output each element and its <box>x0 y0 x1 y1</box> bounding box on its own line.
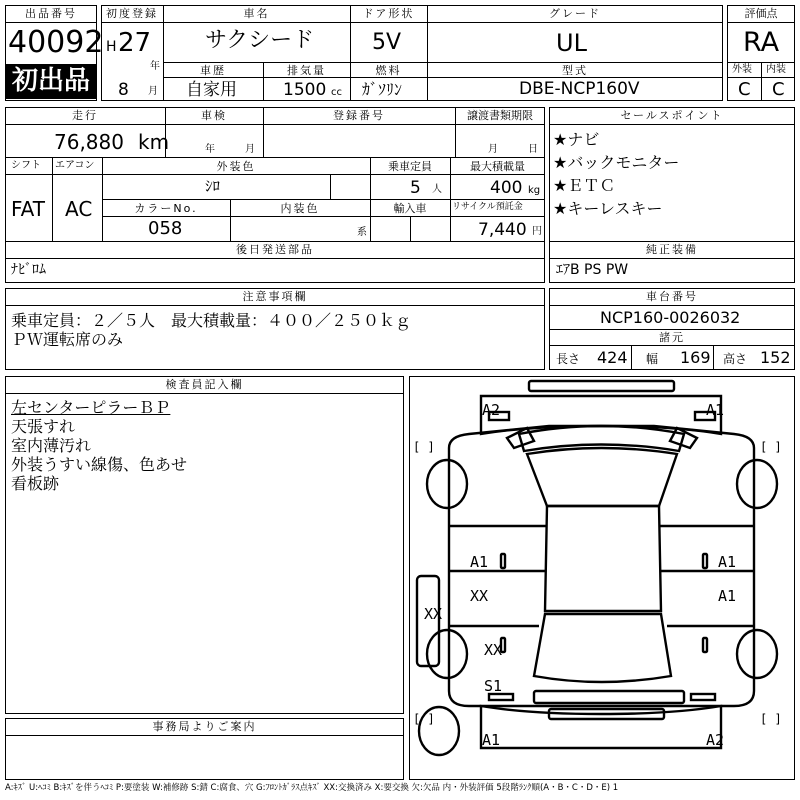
height: 152 <box>760 348 791 367</box>
mark-left-front-door: A1 <box>470 553 489 571</box>
mark-left-rear-door: XX <box>470 587 489 605</box>
interior-grade: C <box>772 79 785 100</box>
mark-rear-right: A2 <box>706 731 725 749</box>
bracket-right-rear: [ ] <box>760 712 782 726</box>
capacity-unit: 人 <box>432 184 442 195</box>
color-number: 058 <box>148 218 183 239</box>
grade: UL <box>556 29 587 57</box>
mark-front-left: A2 <box>482 401 501 419</box>
first-listing-badge: 初出品 <box>6 64 96 99</box>
auction-score: RA <box>743 27 780 58</box>
later-parts: ﾅﾋﾞﾛﾑ <box>11 262 46 278</box>
office-notice-label: 事務局よりご案内 <box>152 720 257 733</box>
registration-number-label: 登録番号 <box>333 109 385 122</box>
era: H <box>106 39 117 55</box>
registration-month: 8 <box>118 80 129 100</box>
mark-right-rear-door: A1 <box>718 587 737 605</box>
car-name: サクシード <box>205 28 315 53</box>
sales-point-1: ★ナビ <box>553 130 600 149</box>
genuine-equipment-label: 純正装備 <box>646 243 698 256</box>
notes-line-2: ＰＷ運転席のみ <box>11 330 124 349</box>
width: 169 <box>680 348 711 367</box>
capacity-label: 乗車定員 <box>388 160 432 173</box>
year-unit: 年 <box>150 61 160 72</box>
mileage-unit: km <box>138 130 170 154</box>
car-name-label: 車名 <box>243 7 270 20</box>
mark-rear-left: A1 <box>482 731 501 749</box>
ac: AC <box>65 197 93 221</box>
exterior-color-label: 外装色 <box>216 160 256 173</box>
transfer-day-unit: 日 <box>528 144 538 155</box>
bracket-right-front: [ ] <box>760 440 782 454</box>
inspector-line-5: 看板跡 <box>11 474 60 493</box>
capacity: 5 <box>410 178 421 198</box>
inspector-line-1: 左センターピラーＢＰ <box>11 398 171 417</box>
import-label: 輸入車 <box>393 202 427 215</box>
mileage: 76,880 <box>54 130 124 154</box>
height-label: 高さ <box>723 352 748 366</box>
sales-point-3: ★ＥＴＣ <box>553 176 616 195</box>
inspector-line-2: 天張すれ <box>11 417 76 436</box>
grade-label: グレード <box>549 7 601 20</box>
history: 自家用 <box>186 80 237 100</box>
spec-label: 諸元 <box>659 331 685 344</box>
mark-left-side: XX <box>424 605 443 623</box>
mark-left-rear-fender: S1 <box>484 677 503 695</box>
door-type: 5V <box>372 30 402 55</box>
inspection-month-unit: 月 <box>245 144 255 155</box>
inspector-line-4: 外装うすい線傷、色あせ <box>11 455 188 474</box>
displacement: 1500 <box>283 80 327 100</box>
exterior-label: 外装 <box>732 64 752 75</box>
recycle-label: リサイクル預託金 <box>452 202 523 212</box>
inspection-label: 車検 <box>201 109 227 122</box>
door-label: ドア形状 <box>362 7 415 20</box>
exterior-grade: C <box>738 79 751 100</box>
chassis-number: NCP160-0026032 <box>600 308 741 327</box>
length: 424 <box>597 348 628 367</box>
first-registration-label: 初度登録 <box>106 7 158 20</box>
transfer-deadline-label: 譲渡書類期限 <box>467 109 533 122</box>
notes-label: 注意事項欄 <box>242 290 308 303</box>
shift: FAT <box>11 197 46 221</box>
recycle-unit: 円 <box>532 226 542 237</box>
exhibit-number-label: 出品番号 <box>25 7 77 20</box>
inspector-line-3: 室内薄汚れ <box>11 436 92 455</box>
model-code: DBE-NCP160V <box>519 79 640 99</box>
genuine-equipment: ｴｱB PS PW <box>556 262 629 278</box>
mark-front-right: A1 <box>706 401 725 419</box>
month-unit: 月 <box>148 86 158 97</box>
interior-color-unit: 系 <box>357 227 367 238</box>
mark-left-quarter: XX <box>484 641 503 659</box>
model-label: 型式 <box>562 64 588 77</box>
mark-right-front-door: A1 <box>718 553 737 571</box>
later-parts-label: 後日発送部品 <box>236 243 314 256</box>
max-load: 400 <box>490 178 523 198</box>
fuel-label: 燃料 <box>375 64 402 77</box>
ac-label: エアコン <box>55 160 95 171</box>
sales-point-4: ★キーレスキー <box>553 199 663 218</box>
interior-color-label: 内装色 <box>280 202 320 215</box>
shift-label: シフト <box>11 160 41 171</box>
inspection-year-unit: 年 <box>205 144 215 155</box>
bracket-left-rear: [ ] <box>413 712 435 726</box>
max-load-unit: kg <box>528 185 541 196</box>
legend: A:ｷｽﾞ U:ﾍｺﾐ B:ｷｽﾞを伴うﾍｺﾐ P:要塗装 W:補修跡 S:錆 C:腐食、穴 G:ﾌﾛﾝﾄｶﾞﾗｽ点ｷｽﾞ XX:交換済み X:要交換 欠:欠品 内・外装評価 5段階ﾗﾝｸ順(A・B・C・D・E) 1 <box>5 783 619 793</box>
notes-line-1: 乗車定員：２／５人 最大積載量：４００／２５０ｋｇ <box>11 311 412 330</box>
width-label: 幅 <box>646 352 659 366</box>
score-label: 評価点 <box>744 7 778 20</box>
length-label: 長さ <box>556 352 581 366</box>
inspector-label: 検査員記入欄 <box>165 378 244 391</box>
chassis-number-label: 車台番号 <box>646 290 698 303</box>
exterior-color: ｼﾛ <box>205 177 221 195</box>
exhibit-number: 40092 <box>8 25 104 60</box>
registration-year: 27 <box>118 28 152 58</box>
fuel: ｶﾞｿﾘﾝ <box>362 80 403 99</box>
color-number-label: カラーNo. <box>134 202 198 215</box>
history-label: 車歴 <box>200 64 226 77</box>
interior-label: 内装 <box>766 64 786 75</box>
transfer-month-unit: 月 <box>488 144 498 155</box>
displacement-unit: cc <box>331 87 342 98</box>
bracket-left-front: [ ] <box>413 440 435 454</box>
sales-point-2: ★バックモニター <box>553 153 680 172</box>
car-diagram <box>409 376 795 780</box>
recycle-deposit: 7,440 <box>478 220 527 240</box>
max-load-label: 最大積載量 <box>470 160 525 173</box>
sales-points-label: セールスポイント <box>620 109 724 122</box>
displacement-label: 排気量 <box>287 64 326 77</box>
mileage-label: 走行 <box>72 109 98 122</box>
